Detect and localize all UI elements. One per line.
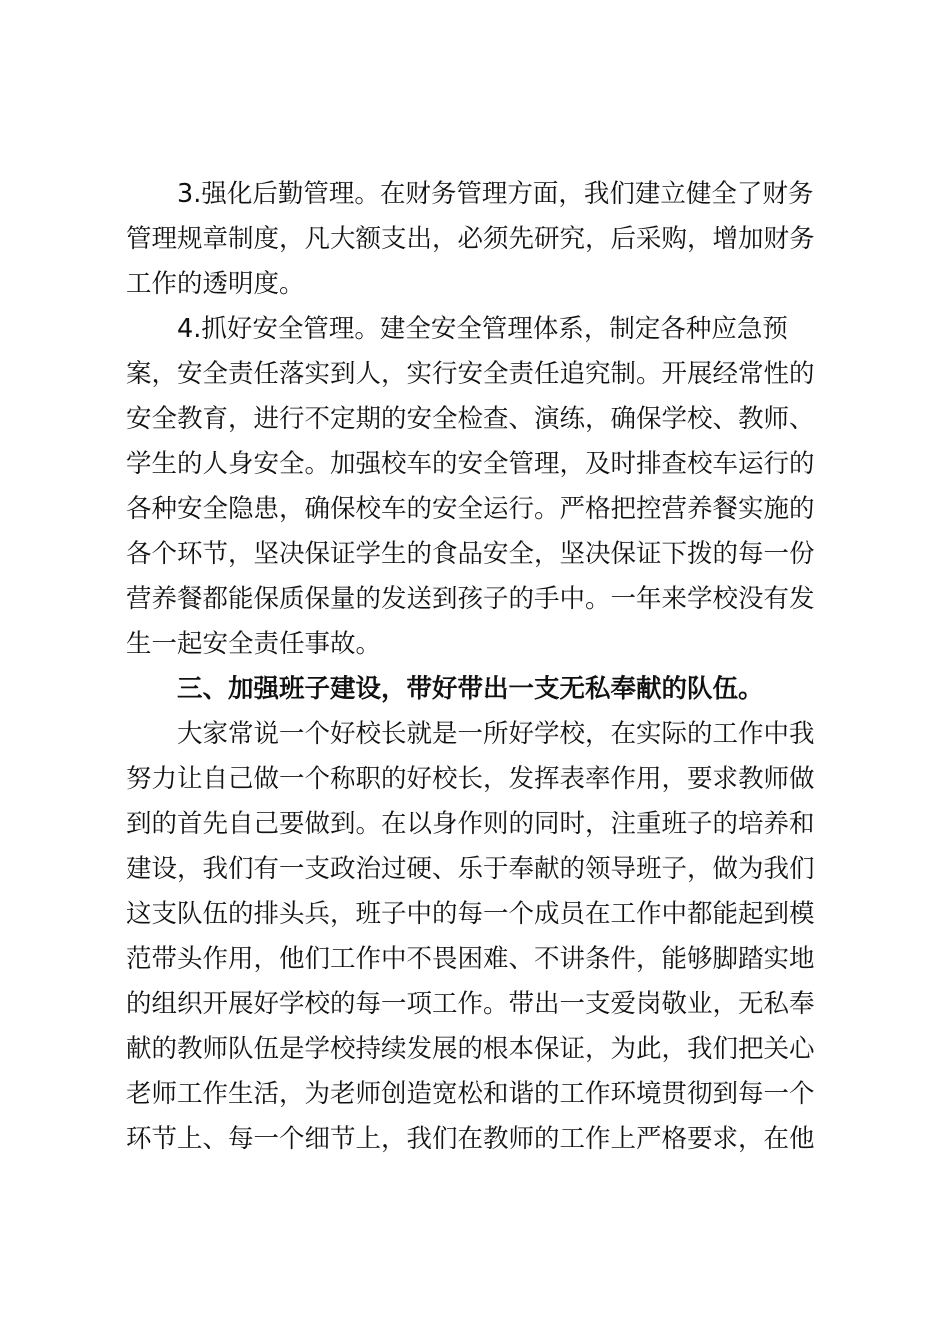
text-line: 案，安全责任落实到人，实行安全责任追究制。开展经常性的 [126,359,815,389]
text-line: 学生的人身安全。加强校车的安全管理，及时排查校车运行的 [126,449,815,479]
section-heading: 三、加强班子建设，带好带出一支无私奉献的队伍。 [177,674,764,704]
text-line: 努力让自己做一个称职的好校长，发挥表率作用，要求教师做 [126,764,815,794]
text-line: 工作的透明度。 [126,269,305,299]
text-line: 老师工作生活，为老师创造宽松和谐的工作环境贯彻到每一个 [126,1079,815,1109]
text-line: 到的首先自己要做到。在以身作则的同时，注重班子的培养和 [126,809,815,839]
text-line: 4.抓好安全管理。建全安全管理体系，制定各种应急预 [177,314,788,344]
text-line: 这支队伍的排头兵，班子中的每一个成员在工作中都能起到模 [126,899,815,929]
text-line: 安全教育，进行不定期的安全检查、演练，确保学校、教师、 [126,404,815,434]
text-line: 献的教师队伍是学校持续发展的根本保证，为此，我们把关心 [126,1034,815,1064]
text-line: 营养餐都能保质保量的发送到孩子的手中。一年来学校没有发 [126,584,815,614]
text-line: 范带头作用，他们工作中不畏困难、不讲条件，能够脚踏实地 [126,944,815,974]
text-line: 3.强化后勤管理。在财务管理方面，我们建立健全了财务 [177,179,814,209]
text-line: 建设，我们有一支政治过硬、乐于奉献的领导班子，做为我们 [126,854,815,884]
text-line: 大家常说一个好校长就是一所好学校，在实际的工作中我 [177,719,815,749]
text-line: 管理规章制度，凡大额支出，必须先研究，后采购，增加财务 [126,224,815,254]
document-page [126,172,834,1162]
text-line: 各种安全隐患，确保校车的安全运行。严格把控营养餐实施的 [126,494,815,524]
text-line: 生一起安全责任事故。 [126,629,382,659]
text-line: 环节上、每一个细节上，我们在教师的工作上严格要求，在他 [126,1124,815,1154]
text-line: 的组织开展好学校的每一项工作。带出一支爱岗敬业，无私奉 [126,989,815,1019]
text-line: 各个环节，坚决保证学生的食品安全，坚决保证下拨的每一份 [126,539,815,569]
